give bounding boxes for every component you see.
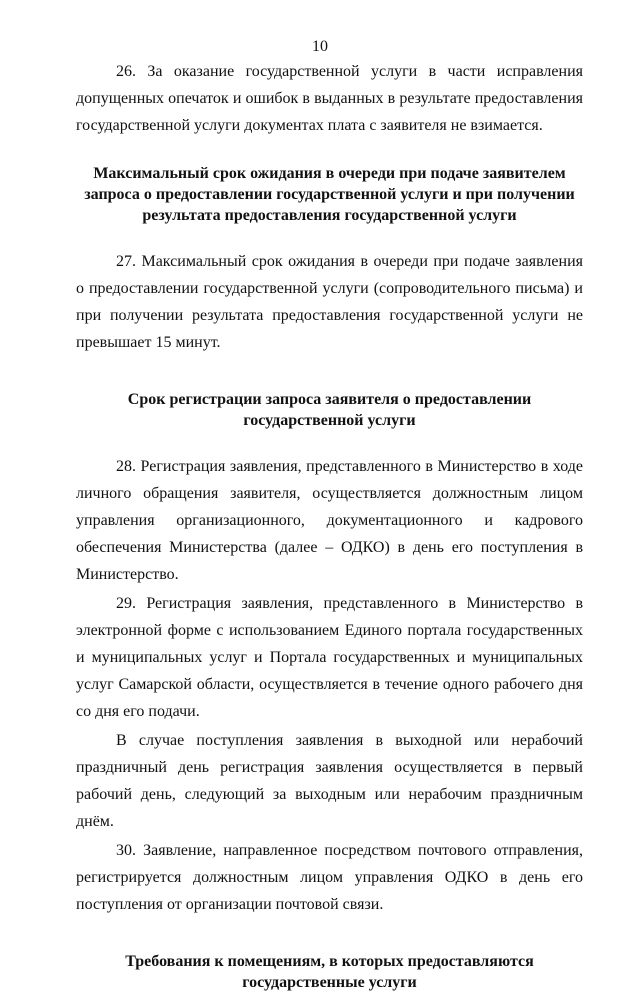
spacer xyxy=(76,431,583,453)
paragraph-30: 30. Заявление, направленное посредством почтового отправления, регистрируется должностным лицом управления ОДКО в день его поступления от организации почтовой связи. xyxy=(76,842,583,913)
spacer xyxy=(76,139,583,163)
paragraph-26: 26. За оказание государственной услуги в части исправления допущенных опечаток и ошибок в выданных в результате предоставления государственной услуги документах плата с заявителя не взимается. xyxy=(76,63,583,134)
section-heading-premises-requirements: Требования к помещениям, в которых предоставляются государственные услуги xyxy=(125,953,534,991)
document-content xyxy=(76,58,583,993)
spacer xyxy=(76,226,583,248)
section-heading-queue-waiting-time: Максимальный срок ожидания в очереди при подаче заявителем запроса о предоставлении государственной услуги и при получении результата предоставления государственной услуги xyxy=(84,165,575,224)
spacer xyxy=(76,356,583,389)
paragraph-29-holiday: В случае поступления заявления в выходной или нерабочий праздничный день регистрация заявления осуществляется в первый рабочий день, следующий за выходным или нерабочим праздничным днём. xyxy=(76,732,583,830)
paragraph-28: 28. Регистрация заявления, представленного в Министерство в ходе личного обращения заявителя, осуществляется должностным лицом управления организационного, документационного и кадрового обеспечения Министерства (далее – ОДКО) в день его поступления в Министерство. xyxy=(76,458,583,583)
page-number: 10 xyxy=(312,38,328,55)
spacer xyxy=(76,918,583,951)
paragraph-27: 27. Максимальный срок ожидания в очереди при подаче заявления о предоставлении государственной услуги (сопроводительного письма) и при получении результата предоставления государственной услуги не превышает 15 минут. xyxy=(76,253,583,351)
section-heading-registration-period: Срок регистрации запроса заявителя о предоставлении государственной услуги xyxy=(127,391,532,429)
paragraph-29: 29. Регистрация заявления, представленного в Министерство в электронной форме с использованием Единого портала государственных и муниципальных услуг и Портала государственных и муниципальных услуг Самарской области, осуществляется в течение одного рабочего дня со дня его подачи. xyxy=(76,595,583,720)
